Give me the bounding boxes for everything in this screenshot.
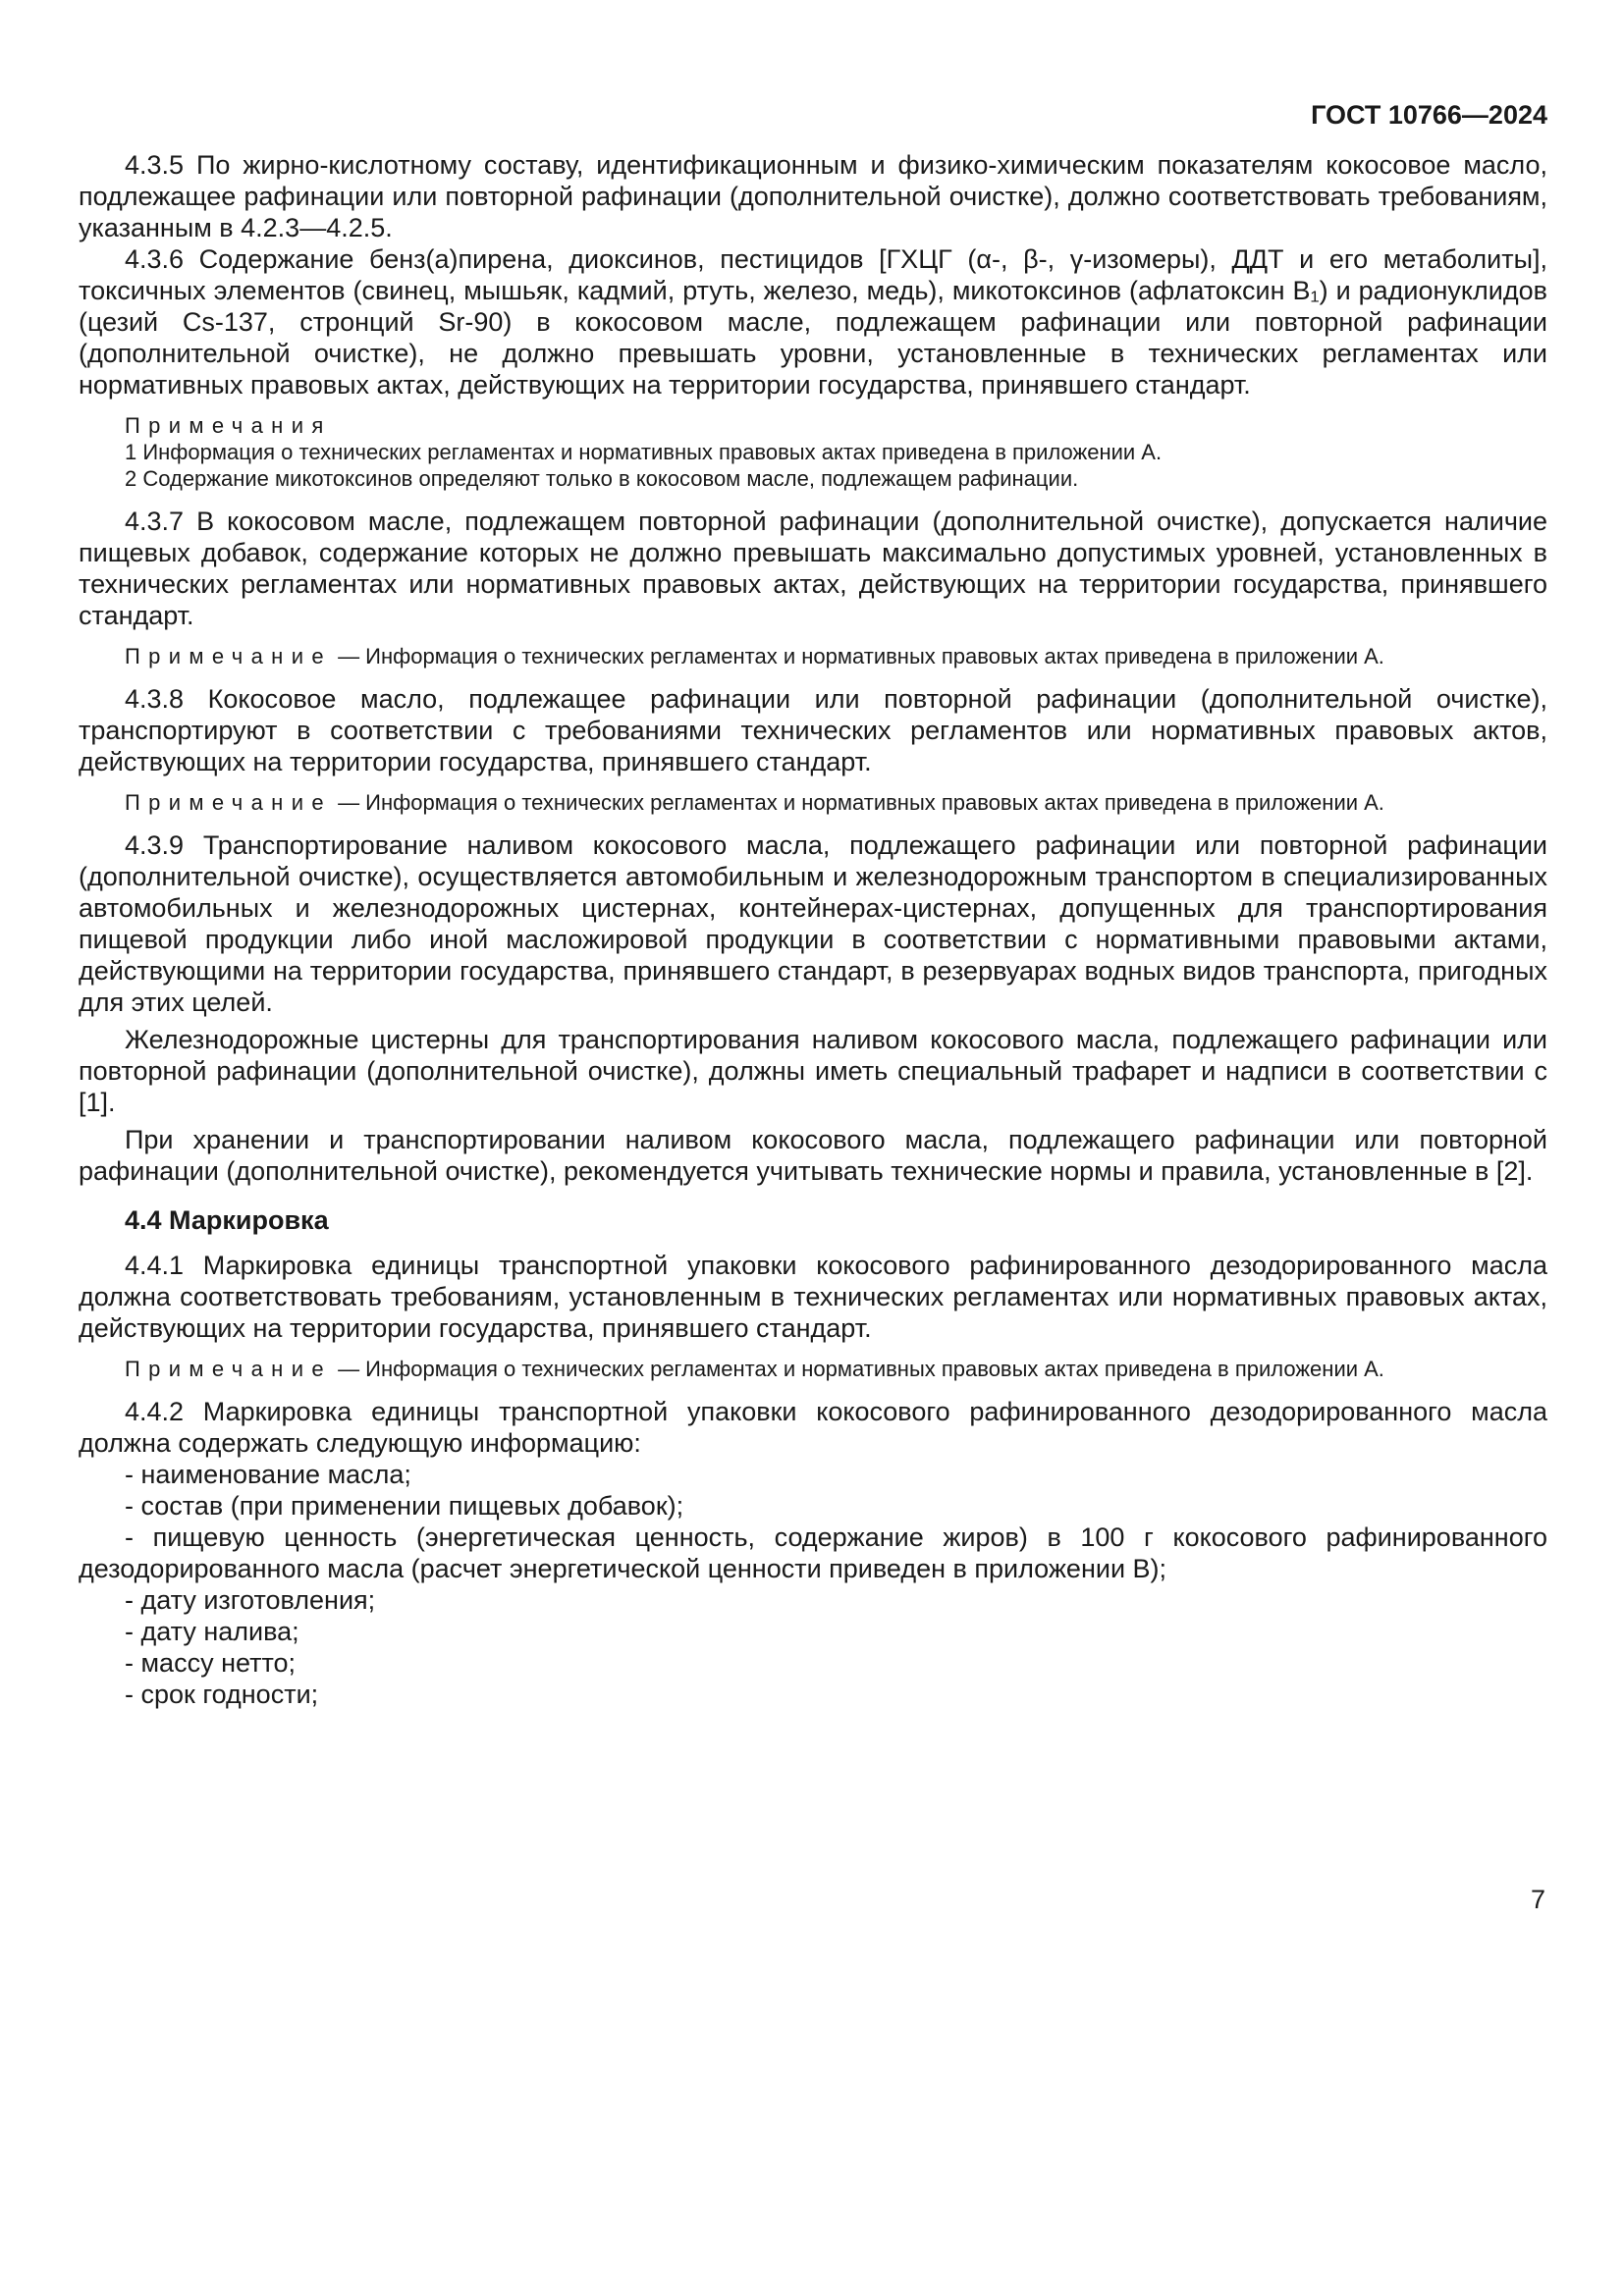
list-item-name: - наименование масла; [125, 1460, 411, 1489]
note-text: — Информация о технических регламентах и нормативных правовых актах приведена в приложении А. [331, 790, 1384, 815]
note-4-4-1 [79, 1356, 1547, 1382]
paragraph-4-3-9: 4.3.9 Транспортирование наливом кокосового масла, подлежащего рафинации или повторной рафинации (дополнительной очистке), осуществляется автомобильным и железнодорожным транспортом в специализированных автомобильных и железнодорожных цистернах, контейнерах-цистернах, допущенных для транспортирования пищевой продукции либо иной масложировой продукции в соответствии с нормативными правовыми актами, действующими на территории государства, принявшего стандарт, в резервуарах водных видов транспорта, пригодных для этих целей. [79, 830, 1547, 1017]
paragraph-4-3-8: 4.3.8 Кокосовое масло, подлежащее рафинации или повторной рафинации (дополнительной очистке), транспортируют в соответствии с требованиями технических регламентов или нормативных правовых актов, действующих на территории государства, принявшего стандарт. [79, 684, 1547, 776]
paragraph-4-3-9-rail: Железнодорожные цистерны для транспортирования наливом кокосового масла, подлежащего рафинации или повторной рафинации (дополнительной очистке), должны иметь специальный трафарет и надписи в соответствии с [1]. [79, 1025, 1547, 1117]
notes-block-4-3-6 [79, 412, 1547, 492]
note-text: — Информация о технических регламентах и нормативных правовых актах приведена в приложении А. [331, 644, 1384, 668]
list-item-fill-date: - дату налива; [125, 1617, 299, 1646]
note-4-4-1-line [79, 1356, 1547, 1382]
list-item-composition: - состав (при применении пищевых добавок); [125, 1491, 684, 1521]
list-item-shelf-life: - срок годности; [125, 1680, 319, 1709]
note-label: Примечание [125, 644, 332, 668]
note-item-1: 1 Информация о технических регламентах и нормативных правовых актах приведена в приложении А. [125, 440, 1163, 464]
notes-title [79, 412, 1547, 439]
paragraph-4-3-7: 4.3.7 В кокосовом масле, подлежащем повторной рафинации (дополнительной очистке), допускается наличие пищевых добавок, содержание которых не должно превышать максимально допустимых уровней, установленных в технических регламентах или нормативных правовых актах, действующих на территории государства, принявшего стандарт. [79, 507, 1547, 630]
paragraph-4-3-6: 4.3.6 Содержание бенз(а)пирена, диоксинов, пестицидов [ГХЦГ (α-, β-, γ-изомеры), ДДТ и его метаболиты], токсичных элементов (свинец, мышьяк, кадмий, ртуть, железо, медь), микотоксинов (афлатоксин B₁) и радионуклидов (цезий Cs-137, стронций Sr-90) в кокосовом масле, подлежащем рафинации или повторной рафинации (дополнительной очистке), не должно превышать уровни, установленные в технических регламентах или нормативных правовых актах, действующих на территории государства, принявшего стандарт. [79, 244, 1547, 400]
note-4-3-7 [79, 643, 1547, 669]
page-content [79, 149, 1547, 1710]
paragraph-4-4-2: 4.4.2 Маркировка единицы транспортной упаковки кокосового рафинированного дезодорированного масла должна содержать следующую информацию: [79, 1397, 1547, 1458]
note-item-2: 2 Содержание микотоксинов определяют только в кокосовом масле, подлежащем рафинации. [125, 466, 1079, 491]
doc-number: ГОСТ 10766—2024 [1311, 100, 1547, 130]
list-item-nutrition: - пищевую ценность (энергетическая ценность, содержание жиров) в 100 г кокосового рафинированного дезодорированного масла (расчет энергетической ценности приведен в приложении В); [79, 1522, 1547, 1583]
note-4-3-8 [79, 789, 1547, 816]
paragraph-4-3-5: 4.3.5 По жирно-кислотному составу, идентификационным и физико-химическим показателям кокосовое масло, подлежащее рафинации или повторной рафинации (дополнительной очистке), должно соответствовать требованиям, указанным в 4.2.3—4.2.5. [79, 150, 1547, 242]
note-label: Примечание [125, 1357, 332, 1381]
list-item-net-weight: - массу нетто; [125, 1648, 297, 1678]
note-4-3-7-line [79, 643, 1547, 669]
page-number: 7 [1530, 1885, 1545, 1914]
paragraph-4-4-1: 4.4.1 Маркировка единицы транспортной упаковки кокосового рафинированного дезодорированного масла должна соответствовать требованиям, установленным в технических регламентах или нормативных правовых актах, действующих на территории государства, принявшего стандарт. [79, 1251, 1547, 1343]
section-heading-4-4: 4.4 Маркировка [125, 1205, 329, 1235]
list-item-manufacture-date: - дату изготовления; [125, 1585, 376, 1615]
notes-title-label: Примечания [125, 413, 332, 438]
note-text: — Информация о технических регламентах и нормативных правовых актах приведена в приложении А. [331, 1357, 1384, 1381]
paragraph-4-3-9-storage: При хранении и транспортировании наливом кокосового масла, подлежащего рафинации или повторной рафинации (дополнительной очистке), рекомендуется учитывать технические нормы и правила, установленные в [2]. [79, 1125, 1547, 1186]
note-label: Примечание [125, 790, 332, 815]
note-4-3-8-line [79, 789, 1547, 816]
